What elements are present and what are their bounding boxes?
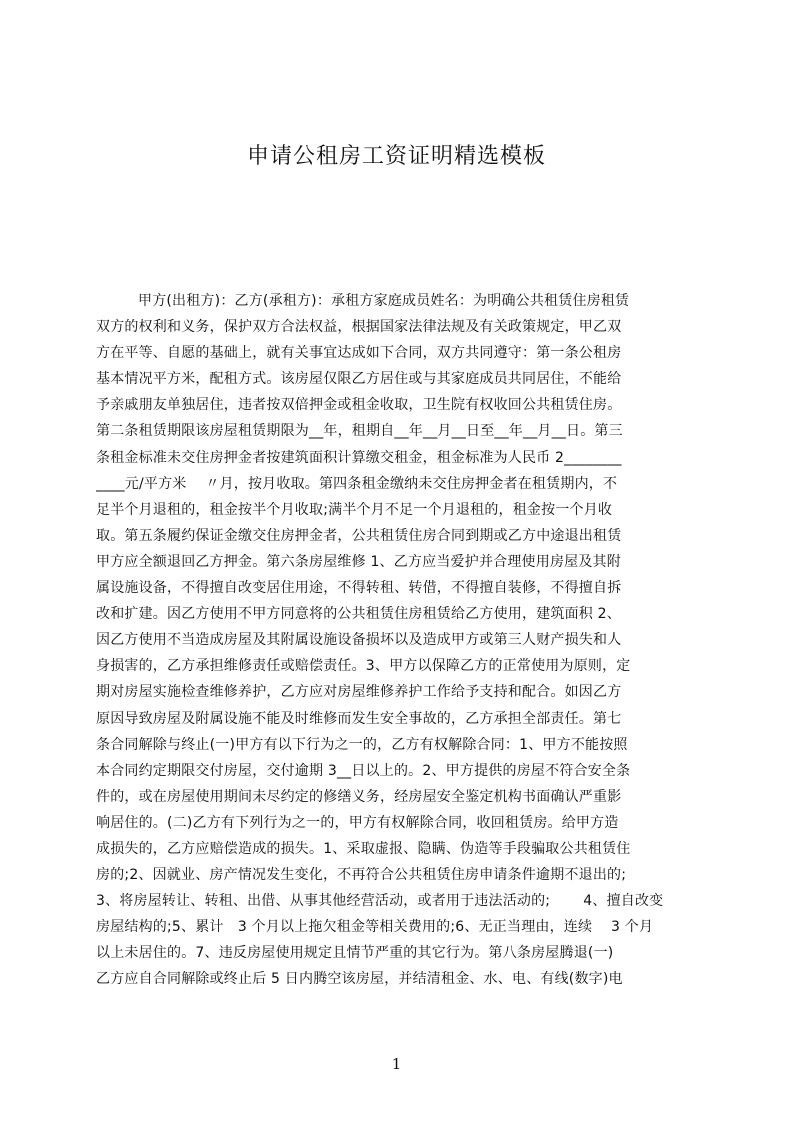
body-line: 响居住的。(二)乙方有下列行为之一的，甲方有权解除合同，收回租赁房。给甲方造	[96, 814, 619, 831]
body-line: 3、将房屋转让、转租、出借、从事其他经营活动，或者用于违法活动的; 4、擅自改变	[96, 893, 664, 910]
body-line: 方在平等、自愿的基础上，就有关事宜达成如下合同，双方共同遵守：第一条公租房	[96, 345, 622, 362]
body-line: 原因导致房屋及附属设施不能及时维修而发生安全事故的，乙方承担全部责任。第七	[96, 710, 622, 727]
body-line: 身损害的，乙方承担维修责任或赔偿责任。3、甲方以保障乙方的正常使用为原则，定	[96, 658, 631, 675]
body-line: 取。第五条履约保证金缴交住房押金者，公共租赁住房合同到期或乙方中途退出租赁	[96, 527, 622, 544]
body-line: 期对房屋实施检查维修养护，乙方应对房屋维修养护工作给予支持和配合。如因乙方	[96, 684, 622, 701]
document-body	[96, 288, 699, 993]
body-line: 房屋结构的;5、累计 3 个月以上拖欠租金等相关费用的;6、无正当理由，连续 3 个月	[96, 919, 654, 936]
body-line: 第二条租赁期限该房屋租赁期限为__年，租期自__年__月__日至__年__月__日。第三	[96, 423, 623, 440]
body-line: 条合同解除与终止(一)甲方有以下行为之一的，乙方有权解除合同：1、甲方不能按照	[96, 736, 628, 753]
body-line: ____元/平方米 〃月，按月收取。第四条租金缴纳未交住房押金者在租赁期内，不	[96, 475, 618, 492]
body-line: 成损失的，乙方应赔偿造成的损失。1、采取虚报、隐瞒、伪造等手段骗取公共租赁住	[96, 840, 631, 857]
body-line: 改和扩建。因乙方使用不甲方同意将的公共租赁住房租赁给乙方使用，建筑面积 2、	[96, 606, 621, 623]
document-title: 申请公租房工资证明精选模板	[246, 144, 546, 169]
body-line: 乙方应自合同解除或终止后 5 日内腾空该房屋，并结清租金、水、电、有线(数字)电	[96, 971, 623, 988]
body-line: 房的;2、因就业、房产情况发生变化，不再符合公共租赁住房申请条件逾期不退出的;	[96, 867, 627, 884]
body-line: 双方的权利和义务，保护双方合法权益，根据国家法律法规及有关政策规定，甲乙双	[96, 319, 622, 336]
body-line: 甲方应全额退回乙方押金。第六条房屋维修 1、乙方应当爱护并合理使用房屋及其附	[96, 553, 621, 570]
body-line: 条租金标准未交住房押金者按建筑面积计算缴交租金，租金标准为人民币 2________	[96, 449, 622, 466]
body-line: 本合同约定期限交付房屋，交付逾期 3__日以上的。2、甲方提供的房屋不符合安全条	[96, 762, 631, 779]
body-line: 予亲戚朋友单独居住，违者按双倍押金或租金收取，卫生院有权收回公共租赁住房。	[96, 397, 622, 414]
body-line: 足半个月退租的，租金按半个月收取;满半个月不足一个月退租的，租金按一个月收	[96, 501, 613, 518]
body-line: 基本情况平方米，配租方式。该房屋仅限乙方居住或与其家庭成员共同居住，不能给	[96, 371, 622, 388]
body-line: 属设施设备，不得擅自改变居住用途，不得转租、转借，不得擅自装修，不得擅自拆	[96, 580, 622, 597]
body-line: 因乙方使用不当造成房屋及其附属设施设备损坏以及造成甲方或第三人财产损失和人	[96, 632, 622, 649]
body-line-first: 甲方(出租方)：乙方(承租方)：承租方家庭成员姓名：为明确公共租赁住房租赁	[138, 293, 630, 309]
body-line: 以上未居住的。7、违反房屋使用规定且情节严重的其它行为。第八条房屋腾退(一)	[96, 945, 614, 962]
page-number: 1	[391, 1055, 402, 1073]
body-line: 件的，或在房屋使用期间未尽约定的修缮义务，经房屋安全鉴定机构书面确认严重影	[96, 788, 622, 805]
